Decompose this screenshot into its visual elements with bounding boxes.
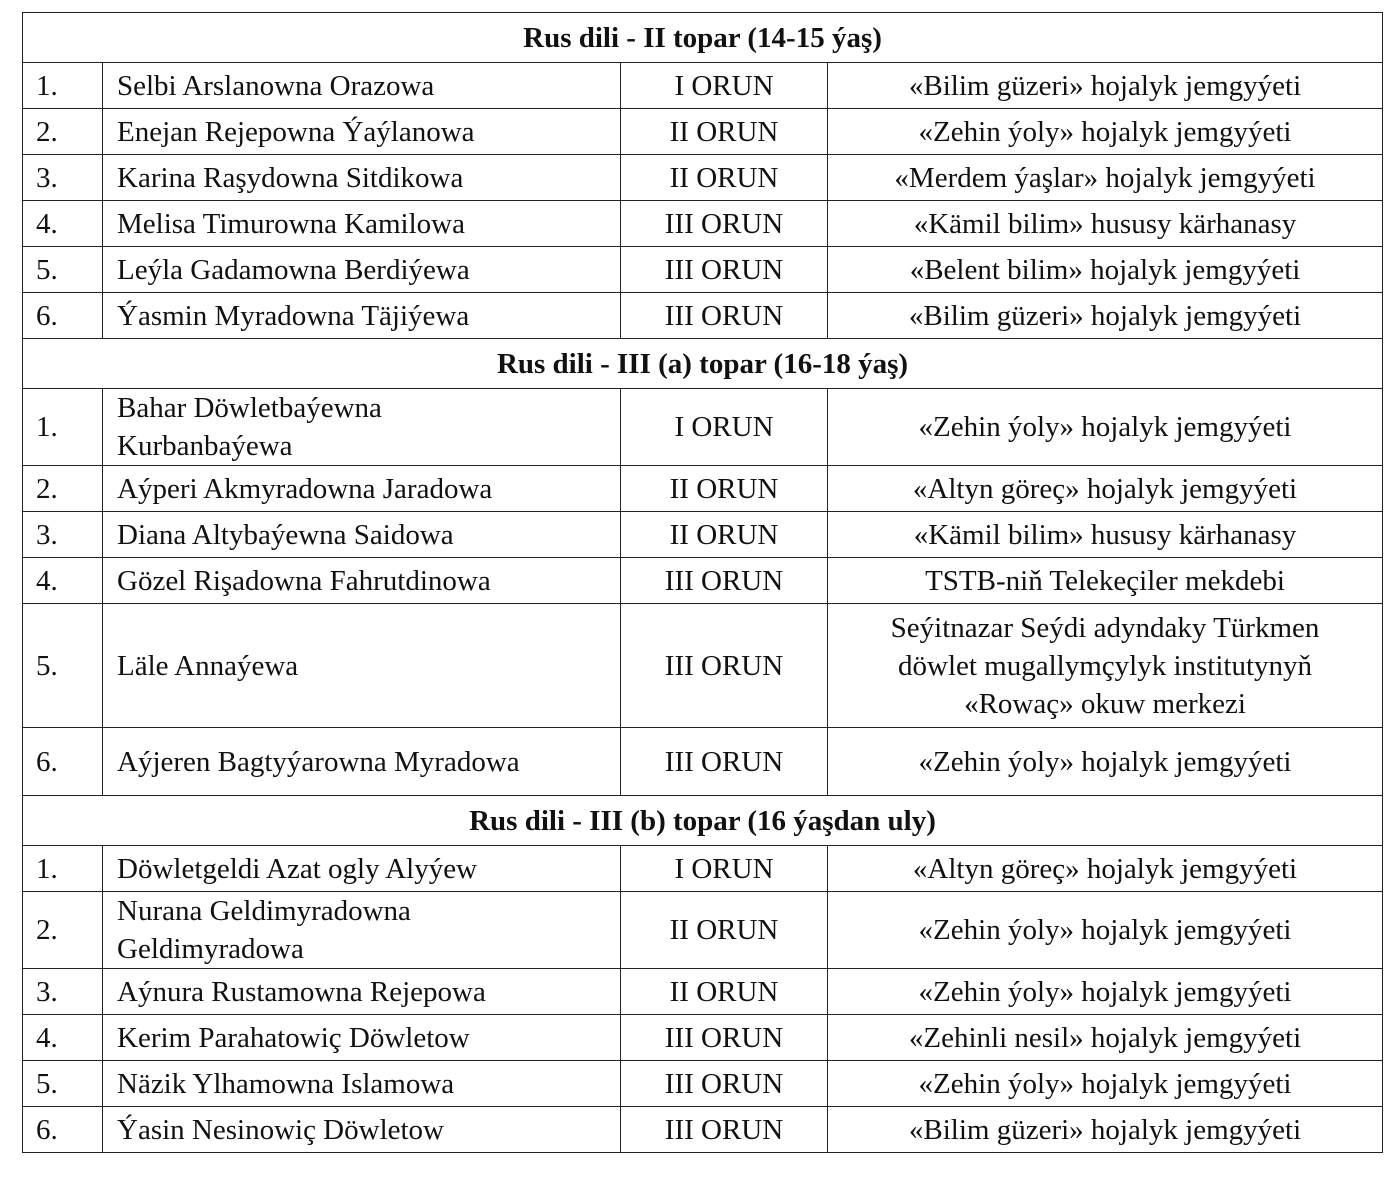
place-award: II ORUN xyxy=(621,466,828,512)
organization-line: «Zehin ýoly» hojalyk jemgyýeti xyxy=(918,975,1292,1008)
participant-name-line: Ýasin Nesinowiç Döwletow xyxy=(117,1113,445,1146)
organization-line: «Zehin ýoly» hojalyk jemgyýeti xyxy=(918,1067,1292,1100)
table-row xyxy=(23,846,1383,892)
table-row xyxy=(23,389,1383,466)
organization xyxy=(828,389,1383,466)
organization xyxy=(828,109,1383,155)
place-award: II ORUN xyxy=(621,155,828,201)
results-table xyxy=(22,12,1383,1153)
row-number: 1. xyxy=(23,846,103,892)
group-title: Rus dili - III (a) topar (16-18 ýaş) xyxy=(23,339,1383,389)
organization-line: «Zehin ýoly» hojalyk jemgyýeti xyxy=(918,115,1292,148)
organization xyxy=(828,247,1383,293)
table-row xyxy=(23,728,1383,796)
place-award: II ORUN xyxy=(621,109,828,155)
participant-name-line: Aýperi Akmyradowna Jaradowa xyxy=(117,472,493,505)
table-row xyxy=(23,892,1383,969)
organization xyxy=(828,293,1383,339)
table-row xyxy=(23,1015,1383,1061)
organization-line: «Belent bilim» hojalyk jemgyýeti xyxy=(909,253,1301,286)
organization xyxy=(828,1061,1383,1107)
organization xyxy=(828,892,1383,969)
table-row xyxy=(23,604,1383,728)
group-header-row xyxy=(23,13,1383,63)
place-award: I ORUN xyxy=(621,389,828,466)
row-number: 4. xyxy=(23,558,103,604)
organization-line: «Zehin ýoly» hojalyk jemgyýeti xyxy=(918,411,1292,443)
participant-name xyxy=(103,512,621,558)
row-number: 2. xyxy=(23,466,103,512)
participant-name xyxy=(103,604,621,728)
organization-line: TSTB-niň Telekeçiler mekdebi xyxy=(925,564,1285,597)
participant-name xyxy=(103,247,621,293)
participant-name xyxy=(103,892,621,969)
participant-name-line: Kurbanbaýewa xyxy=(117,430,293,462)
row-number: 3. xyxy=(23,969,103,1015)
row-number: 6. xyxy=(23,293,103,339)
table-row xyxy=(23,512,1383,558)
participant-name xyxy=(103,846,621,892)
participant-name xyxy=(103,1015,621,1061)
organization xyxy=(828,512,1383,558)
row-number: 5. xyxy=(23,247,103,293)
organization-line: «Zehin ýoly» hojalyk jemgyýeti xyxy=(918,914,1292,946)
organization-line: «Altyn göreç» hojalyk jemgyýeti xyxy=(912,852,1298,885)
table-row xyxy=(23,969,1383,1015)
place-award: III ORUN xyxy=(621,201,828,247)
participant-name-line: Aýnura Rustamowna Rejepowa xyxy=(117,975,486,1008)
table-row xyxy=(23,201,1383,247)
participant-name-line: Nurana Geldimyradowna xyxy=(117,895,411,927)
organization-line: «Bilim güzeri» hojalyk jemgyýeti xyxy=(908,1113,1302,1146)
participant-name xyxy=(103,109,621,155)
organization xyxy=(828,604,1383,728)
participant-name-line: Döwletgeldi Azat ogly Alyýew xyxy=(117,852,478,885)
place-award: II ORUN xyxy=(621,892,828,969)
participant-name-line: Ýasmin Myradowna Täjiýewa xyxy=(117,299,470,332)
participant-name-line: Näzik Ylhamowna Islamowa xyxy=(117,1067,455,1100)
organization-line: «Altyn göreç» hojalyk jemgyýeti xyxy=(912,472,1298,505)
place-award: II ORUN xyxy=(621,969,828,1015)
organization-line: «Bilim güzeri» hojalyk jemgyýeti xyxy=(908,69,1302,102)
participant-name-line: Aýjeren Bagtyýarowna Myradowa xyxy=(117,745,520,778)
row-number: 5. xyxy=(23,1061,103,1107)
place-award: I ORUN xyxy=(621,846,828,892)
organization xyxy=(828,155,1383,201)
organization-line: döwlet mugallymçylyk institutynyň xyxy=(898,649,1313,682)
table-row xyxy=(23,247,1383,293)
table-row xyxy=(23,293,1383,339)
organization-line: «Rowaç» okuw merkezi xyxy=(964,687,1246,720)
row-number: 2. xyxy=(23,109,103,155)
participant-name xyxy=(103,969,621,1015)
place-award: III ORUN xyxy=(621,1061,828,1107)
participant-name xyxy=(103,155,621,201)
organization-line: «Kämil bilim» hususy kärhanasy xyxy=(913,207,1297,240)
table-row xyxy=(23,109,1383,155)
row-number: 3. xyxy=(23,512,103,558)
row-number: 2. xyxy=(23,892,103,969)
organization xyxy=(828,558,1383,604)
table-row xyxy=(23,558,1383,604)
place-award: II ORUN xyxy=(621,512,828,558)
organization-line: «Merdem ýaşlar» hojalyk jemgyýeti xyxy=(894,161,1316,194)
participant-name xyxy=(103,63,621,109)
organization-line: «Bilim güzeri» hojalyk jemgyýeti xyxy=(908,299,1302,332)
place-award: III ORUN xyxy=(621,728,828,796)
group-header-row xyxy=(23,796,1383,846)
organization xyxy=(828,969,1383,1015)
table-row xyxy=(23,466,1383,512)
place-award: III ORUN xyxy=(621,293,828,339)
table-body xyxy=(23,13,1383,1153)
organization xyxy=(828,728,1383,796)
row-number: 6. xyxy=(23,728,103,796)
participant-name xyxy=(103,728,621,796)
participant-name-line: Melisa Timurowna Kamilowa xyxy=(117,207,465,240)
participant-name-line: Geldimyradowa xyxy=(117,933,304,965)
organization xyxy=(828,201,1383,247)
organization xyxy=(828,466,1383,512)
participant-name xyxy=(103,558,621,604)
participant-name-line: Kerim Parahatowiç Döwletow xyxy=(117,1021,470,1054)
participant-name-line: Diana Altybaýewna Saidowa xyxy=(117,518,454,551)
participant-name xyxy=(103,1061,621,1107)
place-award: III ORUN xyxy=(621,247,828,293)
group-title: Rus dili - II topar (14-15 ýaş) xyxy=(23,13,1383,63)
table-row xyxy=(23,1107,1383,1153)
group-header-row xyxy=(23,339,1383,389)
group-title: Rus dili - III (b) topar (16 ýaşdan uly) xyxy=(23,796,1383,846)
row-number: 6. xyxy=(23,1107,103,1153)
row-number: 5. xyxy=(23,604,103,728)
place-award: III ORUN xyxy=(621,1015,828,1061)
row-number: 3. xyxy=(23,155,103,201)
participant-name-line: Leýla Gadamowna Berdiýewa xyxy=(117,253,470,286)
row-number: 1. xyxy=(23,389,103,466)
participant-name-line: Läle Annaýewa xyxy=(117,649,299,682)
place-award: III ORUN xyxy=(621,604,828,728)
participant-name-line: Karina Raşydowna Sitdikowa xyxy=(117,161,464,194)
participant-name-line: Bahar Döwletbaýewna xyxy=(117,392,382,424)
organization-line: «Kämil bilim» hususy kärhanasy xyxy=(913,518,1297,551)
organization-line: Seýitnazar Seýdi adyndaky Türkmen xyxy=(890,611,1320,644)
place-award: III ORUN xyxy=(621,1107,828,1153)
place-award: III ORUN xyxy=(621,558,828,604)
participant-name-line: Enejan Rejepowna Ýaýlanowa xyxy=(117,115,475,148)
organization xyxy=(828,846,1383,892)
place-award: I ORUN xyxy=(621,63,828,109)
participant-name-line: Gözel Rişadowna Fahrutdinowa xyxy=(117,564,491,597)
organization-line: «Zehinli nesil» hojalyk jemgyýeti xyxy=(908,1021,1302,1054)
participant-name xyxy=(103,293,621,339)
participant-name xyxy=(103,389,621,466)
participant-name-line: Selbi Arslanowna Orazowa xyxy=(117,69,435,102)
row-number: 4. xyxy=(23,1015,103,1061)
organization xyxy=(828,63,1383,109)
table-row xyxy=(23,155,1383,201)
table-row xyxy=(23,1061,1383,1107)
table-row xyxy=(23,63,1383,109)
organization xyxy=(828,1015,1383,1061)
participant-name xyxy=(103,466,621,512)
participant-name xyxy=(103,1107,621,1153)
row-number: 4. xyxy=(23,201,103,247)
row-number: 1. xyxy=(23,63,103,109)
organization xyxy=(828,1107,1383,1153)
participant-name xyxy=(103,201,621,247)
organization-line: «Zehin ýoly» hojalyk jemgyýeti xyxy=(918,745,1292,778)
